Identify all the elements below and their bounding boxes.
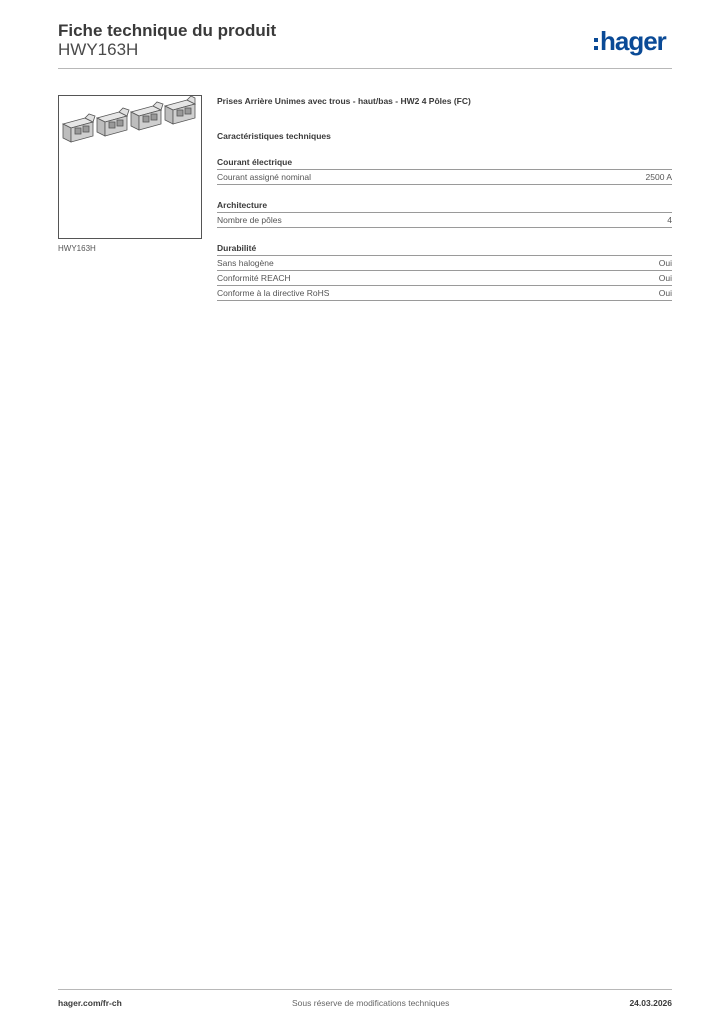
spec-row: [217, 256, 672, 271]
spec-row: [217, 286, 672, 301]
product-details: [217, 95, 672, 301]
footer-date: 24.03.2026: [629, 998, 672, 1008]
section-architecture: [217, 199, 672, 228]
spec-value: Oui: [658, 258, 672, 268]
spec-label: Nombre de pôles: [217, 215, 282, 225]
spec-value: Oui: [658, 273, 672, 283]
section-title: Architecture: [217, 199, 672, 213]
section-durability: [217, 242, 672, 301]
product-description: Prises Arrière Unimes avec trous - haut/bas - HW2 4 Pôles (FC): [217, 96, 471, 106]
spec-value: 2500 A: [645, 172, 672, 182]
hager-logo: [594, 26, 666, 56]
section-title: Courant électrique: [217, 156, 672, 170]
terminal-blocks-image: [59, 96, 201, 238]
spec-label: Conformité REACH: [217, 273, 291, 283]
section-electrical-current: [217, 156, 672, 185]
spec-value: 4: [667, 215, 672, 225]
spec-label: Sans halogène: [217, 258, 274, 268]
spec-label: Conforme à la directive RoHS: [217, 288, 330, 298]
spec-value: Oui: [658, 288, 672, 298]
page-title: Fiche technique du produit: [58, 21, 277, 40]
footer-website-link[interactable]: hager.com/fr-ch: [58, 998, 122, 1008]
header-divider: [58, 68, 672, 69]
spec-row: [217, 271, 672, 286]
technical-characteristics-heading: Caractéristiques techniques: [217, 131, 331, 141]
logo-dots-icon: [594, 38, 598, 50]
spec-label: Courant assigné nominal: [217, 172, 312, 182]
image-caption: HWY163H: [58, 244, 96, 253]
spec-row: [217, 170, 672, 185]
footer-notice: Sous réserve de modifications techniques: [292, 998, 450, 1008]
spec-row: [217, 213, 672, 228]
section-title: Durabilité: [217, 242, 672, 256]
logo-text: hager: [600, 26, 666, 56]
product-image: [58, 95, 202, 239]
product-code: HWY163H: [58, 40, 139, 59]
footer-divider: [58, 989, 672, 990]
